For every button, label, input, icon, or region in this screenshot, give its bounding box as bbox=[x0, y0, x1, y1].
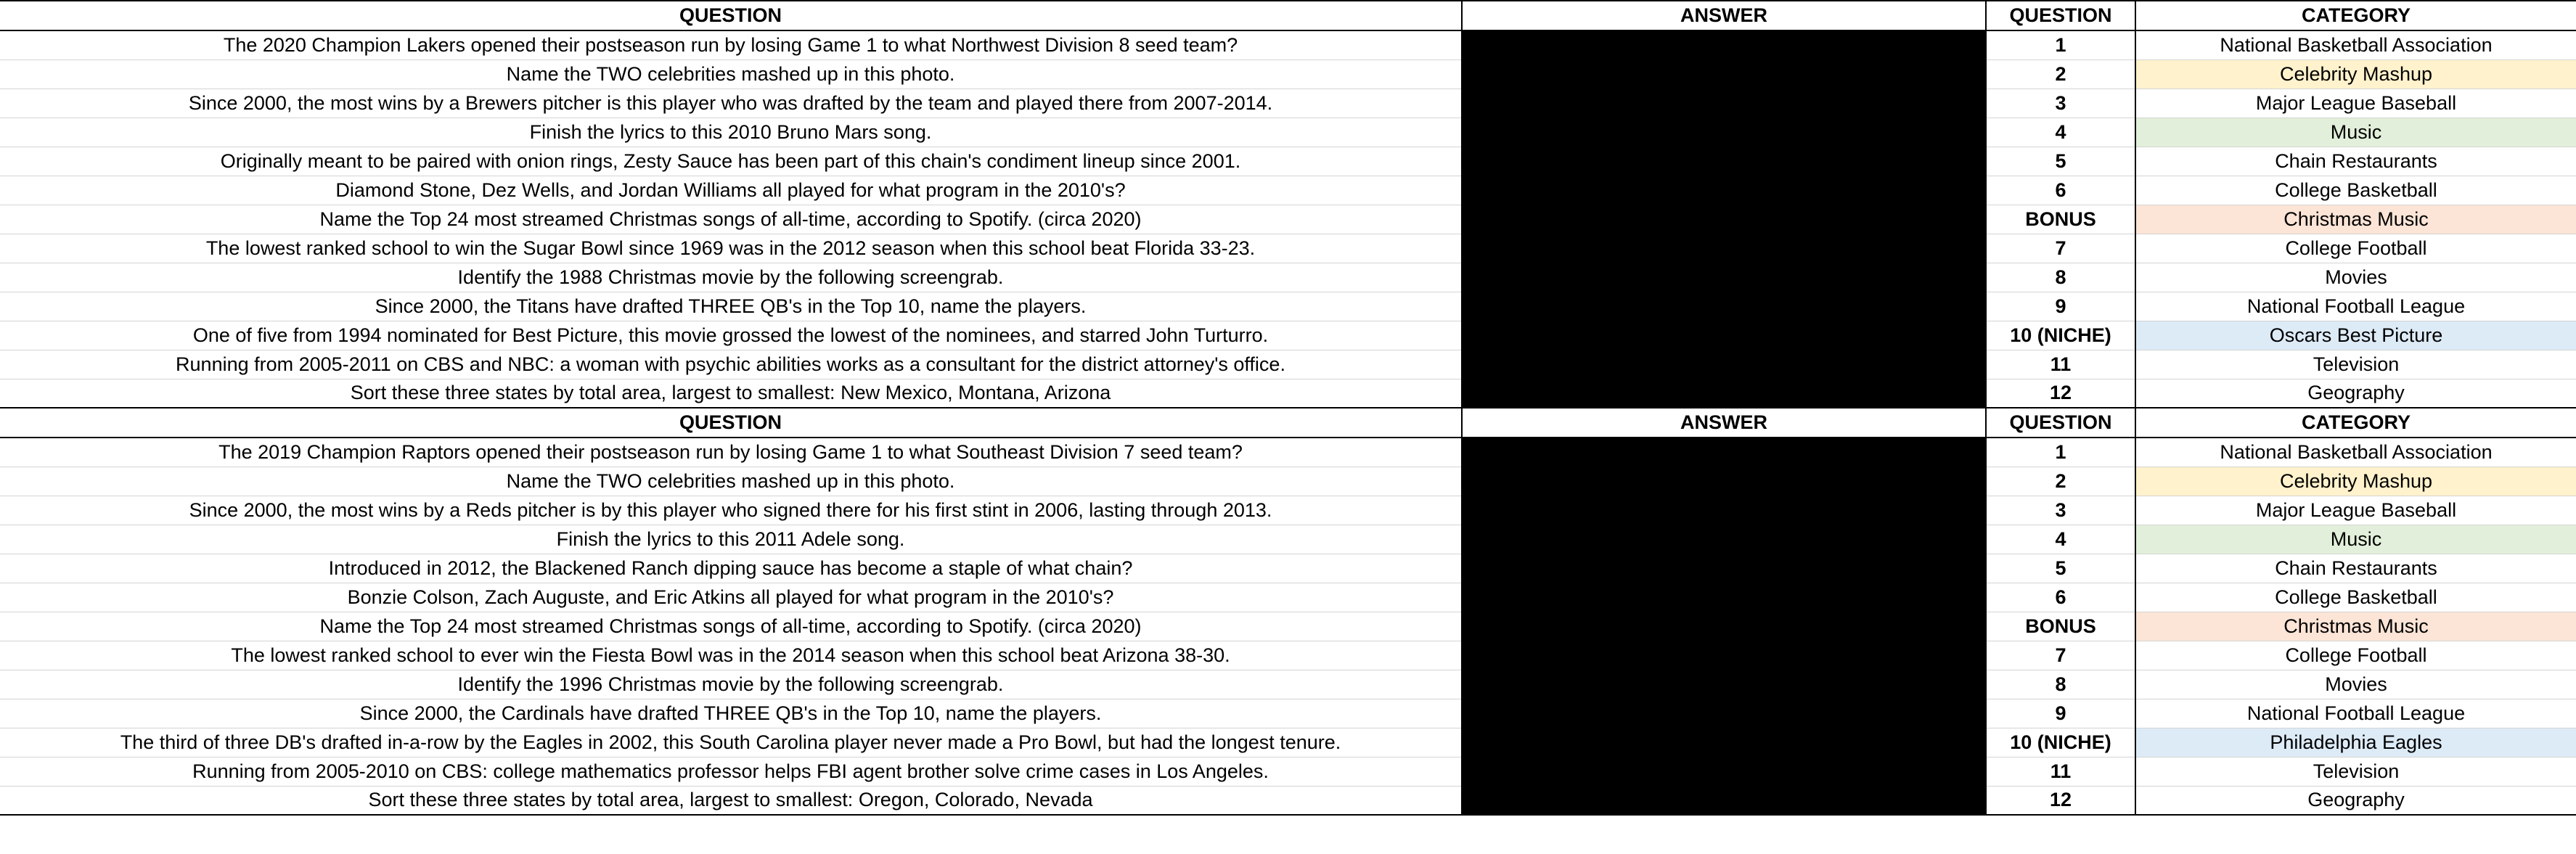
question-cell[interactable]: Running from 2005-2010 on CBS: college mathematics professor helps FBI agent brother solve crime cases in Los Angeles. bbox=[0, 757, 1462, 786]
question-number-cell[interactable]: 7 bbox=[1986, 234, 2135, 263]
question-number-cell[interactable]: 10 (NICHE) bbox=[1986, 728, 2135, 757]
question-cell[interactable]: Running from 2005-2011 on CBS and NBC: a woman with psychic abilities works as a consultant for the district attorney's office. bbox=[0, 350, 1462, 379]
answer-cell-redacted[interactable] bbox=[1462, 30, 1986, 59]
question-number-cell[interactable]: 5 bbox=[1986, 147, 2135, 176]
question-number-cell[interactable]: 6 bbox=[1986, 583, 2135, 612]
question-number-cell[interactable]: 2 bbox=[1986, 467, 2135, 496]
answer-cell-redacted[interactable] bbox=[1462, 205, 1986, 234]
question-cell[interactable]: Since 2000, the most wins by a Brewers pitcher is this player who was drafted by the team and played there from 2007-2014. bbox=[0, 89, 1462, 118]
question-number-cell[interactable]: 3 bbox=[1986, 496, 2135, 525]
answer-cell-redacted[interactable] bbox=[1462, 234, 1986, 263]
question-number-cell[interactable]: BONUS bbox=[1986, 612, 2135, 641]
category-cell[interactable]: National Basketball Association bbox=[2135, 30, 2576, 59]
category-cell[interactable]: Geography bbox=[2135, 379, 2576, 408]
table-row bbox=[0, 757, 2576, 786]
category-cell[interactable]: Television bbox=[2135, 350, 2576, 379]
table-row bbox=[0, 525, 2576, 554]
answer-cell-redacted[interactable] bbox=[1462, 89, 1986, 118]
category-cell[interactable]: National Football League bbox=[2135, 699, 2576, 728]
answer-cell-redacted[interactable] bbox=[1462, 321, 1986, 350]
question-cell[interactable]: The 2019 Champion Raptors opened their postseason run by losing Game 1 to what Southeast Division 7 seed team? bbox=[0, 438, 1462, 467]
answer-cell-redacted[interactable] bbox=[1462, 350, 1986, 379]
category-cell[interactable]: Music bbox=[2135, 525, 2576, 554]
table-row bbox=[0, 699, 2576, 728]
category-cell[interactable]: National Football League bbox=[2135, 292, 2576, 321]
question-number-cell[interactable]: 12 bbox=[1986, 379, 2135, 408]
question-number-cell[interactable]: 12 bbox=[1986, 786, 2135, 815]
question-number-cell[interactable]: 8 bbox=[1986, 263, 2135, 292]
question-cell[interactable]: The lowest ranked school to win the Sugar Bowl since 1969 was in the 2012 season when this school beat Florida 33-23. bbox=[0, 234, 1462, 263]
category-cell[interactable]: Movies bbox=[2135, 263, 2576, 292]
category-cell[interactable]: Television bbox=[2135, 757, 2576, 786]
answer-cell-redacted[interactable] bbox=[1462, 263, 1986, 292]
question-number-cell[interactable]: 3 bbox=[1986, 89, 2135, 118]
question-number-cell[interactable]: 5 bbox=[1986, 554, 2135, 583]
answer-cell-redacted[interactable] bbox=[1462, 786, 1986, 815]
question-cell[interactable]: Finish the lyrics to this 2010 Bruno Mars song. bbox=[0, 118, 1462, 147]
question-number-cell[interactable]: 6 bbox=[1986, 176, 2135, 205]
table-row bbox=[0, 89, 2576, 118]
answer-cell-redacted[interactable] bbox=[1462, 641, 1986, 670]
table-row bbox=[0, 496, 2576, 525]
table-row bbox=[0, 118, 2576, 147]
question-number-cell[interactable]: 10 (NICHE) bbox=[1986, 321, 2135, 350]
table-row bbox=[0, 467, 2576, 496]
category-cell[interactable]: Music bbox=[2135, 118, 2576, 147]
question-number-cell[interactable]: 1 bbox=[1986, 30, 2135, 59]
answer-cell-redacted[interactable] bbox=[1462, 554, 1986, 583]
table-row bbox=[0, 176, 2576, 205]
category-cell[interactable]: Christmas Music bbox=[2135, 612, 2576, 641]
answer-cell-redacted[interactable] bbox=[1462, 59, 1986, 89]
question-cell[interactable]: Name the Top 24 most streamed Christmas songs of all-time, according to Spotify. (circa 2020) bbox=[0, 612, 1462, 641]
question-cell[interactable]: Identify the 1988 Christmas movie by the following screengrab. bbox=[0, 263, 1462, 292]
table-row bbox=[0, 292, 2576, 321]
answer-cell-redacted[interactable] bbox=[1462, 670, 1986, 699]
table-row bbox=[0, 59, 2576, 89]
table-row bbox=[0, 554, 2576, 583]
answer-cell-redacted[interactable] bbox=[1462, 525, 1986, 554]
table-row bbox=[0, 379, 2576, 408]
question-cell[interactable]: Since 2000, the Cardinals have drafted THREE QB's in the Top 10, name the players. bbox=[0, 699, 1462, 728]
table-row bbox=[0, 583, 2576, 612]
answer-cell-redacted[interactable] bbox=[1462, 757, 1986, 786]
header-question[interactable]: QUESTION bbox=[0, 1, 1462, 30]
table-row bbox=[0, 786, 2576, 815]
answer-cell-redacted[interactable] bbox=[1462, 438, 1986, 467]
question-cell[interactable]: Since 2000, the Titans have drafted THREE QB's in the Top 10, name the players. bbox=[0, 292, 1462, 321]
question-number-cell[interactable]: 9 bbox=[1986, 699, 2135, 728]
category-cell[interactable]: Christmas Music bbox=[2135, 205, 2576, 234]
answer-cell-redacted[interactable] bbox=[1462, 583, 1986, 612]
question-cell[interactable]: Diamond Stone, Dez Wells, and Jordan Williams all played for what program in the 2010's? bbox=[0, 176, 1462, 205]
table-row bbox=[0, 728, 2576, 757]
category-cell[interactable]: Chain Restaurants bbox=[2135, 147, 2576, 176]
header-question-number[interactable]: QUESTION bbox=[1986, 1, 2135, 30]
category-cell[interactable]: Major League Baseball bbox=[2135, 496, 2576, 525]
header-answer[interactable]: ANSWER bbox=[1462, 1, 1986, 30]
category-cell[interactable]: College Basketball bbox=[2135, 583, 2576, 612]
answer-cell-redacted[interactable] bbox=[1462, 496, 1986, 525]
question-number-cell[interactable]: BONUS bbox=[1986, 205, 2135, 234]
category-cell[interactable]: Chain Restaurants bbox=[2135, 554, 2576, 583]
header-question[interactable]: QUESTION bbox=[0, 408, 1462, 438]
question-cell[interactable]: Originally meant to be paired with onion rings, Zesty Sauce has been part of this chain's condiment lineup since 2001. bbox=[0, 147, 1462, 176]
question-cell[interactable]: The lowest ranked school to ever win the Fiesta Bowl was in the 2014 season when this school beat Arizona 38-30. bbox=[0, 641, 1462, 670]
question-cell[interactable]: Identify the 1996 Christmas movie by the following screengrab. bbox=[0, 670, 1462, 699]
category-cell[interactable]: National Basketball Association bbox=[2135, 438, 2576, 467]
sheet-body bbox=[0, 1, 2576, 815]
header-category[interactable]: CATEGORY bbox=[2135, 1, 2576, 30]
question-cell[interactable]: Name the TWO celebrities mashed up in this photo. bbox=[0, 467, 1462, 496]
question-cell[interactable]: Since 2000, the most wins by a Reds pitcher is by this player who signed there for his first stint in 2006, lasting through 2013. bbox=[0, 496, 1462, 525]
answer-cell-redacted[interactable] bbox=[1462, 379, 1986, 408]
question-number-cell[interactable]: 11 bbox=[1986, 757, 2135, 786]
header-category[interactable]: CATEGORY bbox=[2135, 408, 2576, 438]
answer-cell-redacted[interactable] bbox=[1462, 292, 1986, 321]
category-cell[interactable]: College Football bbox=[2135, 234, 2576, 263]
category-cell[interactable]: Celebrity Mashup bbox=[2135, 467, 2576, 496]
question-cell[interactable]: Finish the lyrics to this 2011 Adele song. bbox=[0, 525, 1462, 554]
table-row bbox=[0, 263, 2576, 292]
category-cell[interactable]: Celebrity Mashup bbox=[2135, 59, 2576, 89]
question-cell[interactable]: Name the Top 24 most streamed Christmas songs of all-time, according to Spotify. (circa 2020) bbox=[0, 205, 1462, 234]
question-number-cell[interactable]: 4 bbox=[1986, 118, 2135, 147]
question-cell[interactable]: Sort these three states by total area, largest to smallest: New Mexico, Montana, Arizona bbox=[0, 379, 1462, 408]
question-number-cell[interactable]: 11 bbox=[1986, 350, 2135, 379]
question-number-cell[interactable]: 2 bbox=[1986, 59, 2135, 89]
answer-cell-redacted[interactable] bbox=[1462, 176, 1986, 205]
table-row bbox=[0, 30, 2576, 59]
header-question-number[interactable]: QUESTION bbox=[1986, 408, 2135, 438]
table-row bbox=[0, 438, 2576, 467]
answer-cell-redacted[interactable] bbox=[1462, 467, 1986, 496]
question-number-cell[interactable]: 1 bbox=[1986, 438, 2135, 467]
table-row bbox=[0, 321, 2576, 350]
category-cell[interactable]: Movies bbox=[2135, 670, 2576, 699]
category-cell[interactable]: College Basketball bbox=[2135, 176, 2576, 205]
table-row bbox=[0, 205, 2576, 234]
table-row bbox=[0, 612, 2576, 641]
question-cell[interactable]: Sort these three states by total area, largest to smallest: Oregon, Colorado, Nevada bbox=[0, 786, 1462, 815]
answer-cell-redacted[interactable] bbox=[1462, 728, 1986, 757]
answer-cell-redacted[interactable] bbox=[1462, 147, 1986, 176]
answer-cell-redacted[interactable] bbox=[1462, 118, 1986, 147]
table-row bbox=[0, 234, 2576, 263]
category-cell[interactable]: Geography bbox=[2135, 786, 2576, 815]
question-cell[interactable]: The 2020 Champion Lakers opened their postseason run by losing Game 1 to what Northwest Division 8 seed team? bbox=[0, 30, 1462, 59]
table-row bbox=[0, 350, 2576, 379]
table-row bbox=[0, 670, 2576, 699]
answer-cell-redacted[interactable] bbox=[1462, 699, 1986, 728]
question-cell[interactable]: Name the TWO celebrities mashed up in this photo. bbox=[0, 59, 1462, 89]
question-cell[interactable]: The third of three DB's drafted in-a-row by the Eagles in 2002, this South Carolina player never made a Pro Bowl, but had the longest tenure. bbox=[0, 728, 1462, 757]
category-cell[interactable]: College Football bbox=[2135, 641, 2576, 670]
answer-cell-redacted[interactable] bbox=[1462, 612, 1986, 641]
category-cell[interactable]: Oscars Best Picture bbox=[2135, 321, 2576, 350]
question-cell[interactable]: Introduced in 2012, the Blackened Ranch dipping sauce has become a staple of what chain? bbox=[0, 554, 1462, 583]
header-row bbox=[0, 1, 2576, 30]
category-cell[interactable]: Philadelphia Eagles bbox=[2135, 728, 2576, 757]
header-answer[interactable]: ANSWER bbox=[1462, 408, 1986, 438]
question-number-cell[interactable]: 7 bbox=[1986, 641, 2135, 670]
header-row bbox=[0, 408, 2576, 438]
question-number-cell[interactable]: 9 bbox=[1986, 292, 2135, 321]
question-cell[interactable]: Bonzie Colson, Zach Auguste, and Eric Atkins all played for what program in the 2010's? bbox=[0, 583, 1462, 612]
question-number-cell[interactable]: 4 bbox=[1986, 525, 2135, 554]
question-cell[interactable]: One of five from 1994 nominated for Best Picture, this movie grossed the lowest of the nominees, and starred John Turturro. bbox=[0, 321, 1462, 350]
table-row bbox=[0, 147, 2576, 176]
category-cell[interactable]: Major League Baseball bbox=[2135, 89, 2576, 118]
question-number-cell[interactable]: 8 bbox=[1986, 670, 2135, 699]
table-row bbox=[0, 641, 2576, 670]
